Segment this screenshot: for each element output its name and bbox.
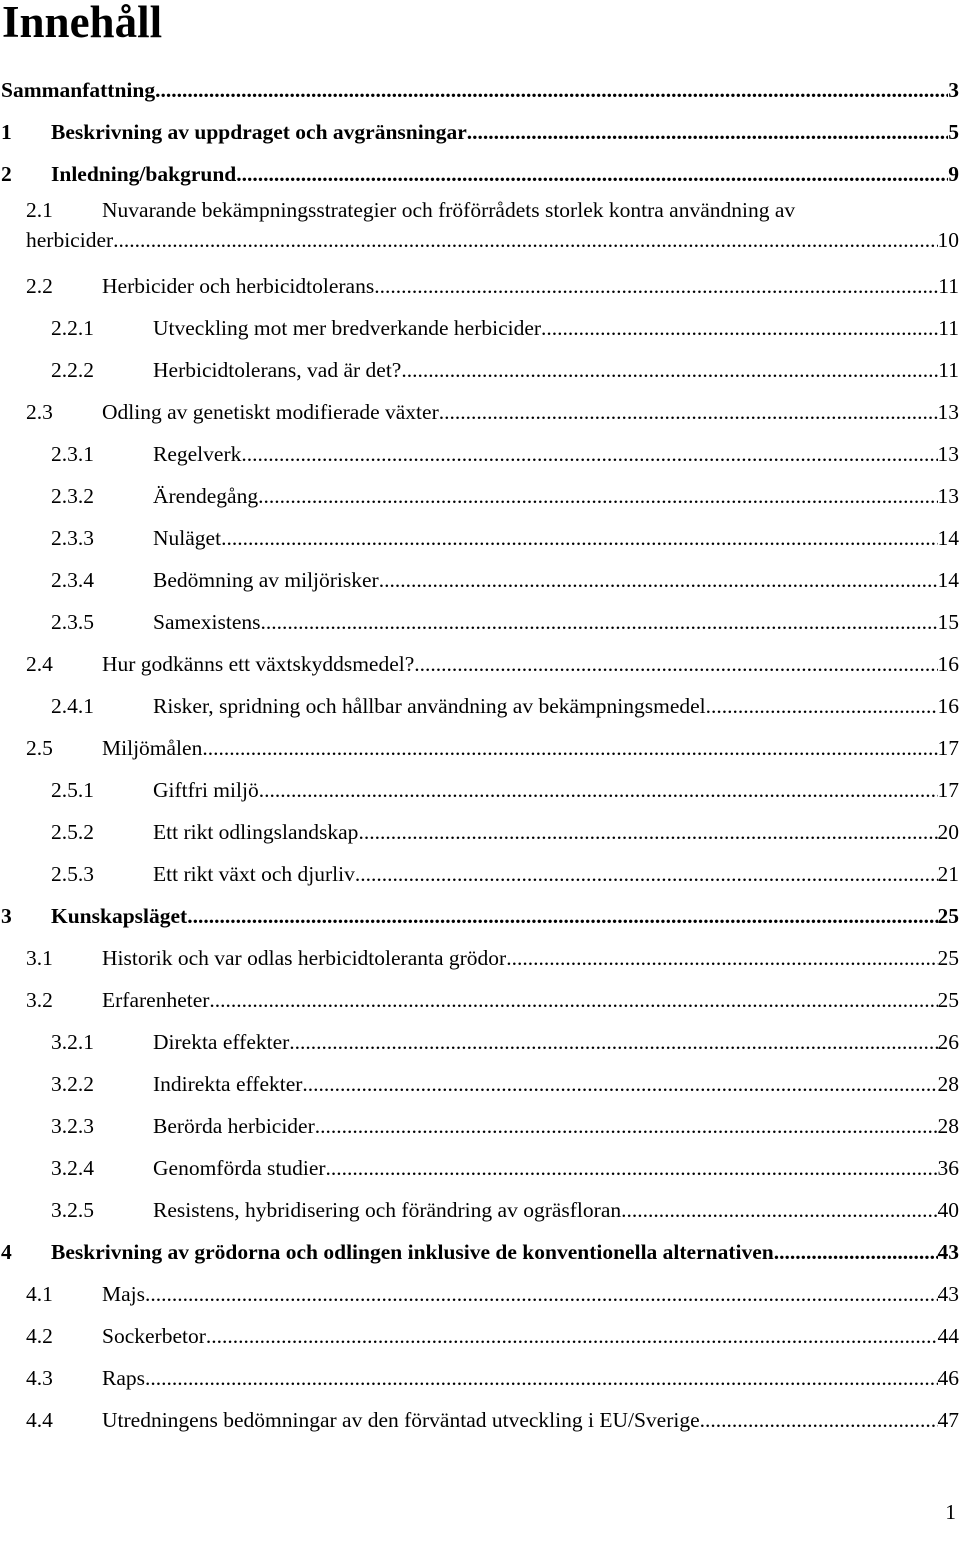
toc-entry-page: 3 [948,78,959,102]
dot-leader [113,225,937,255]
toc-entry-page: 10 [937,228,959,252]
dot-leader [209,979,937,1021]
toc-entry-page: 25 [937,946,959,970]
toc-entry-label: Odling av genetiskt modifierade växter [102,400,439,424]
toc-entry-label: Beskrivning av uppdraget och avgränsningar [51,120,467,144]
toc-entry-3-2-1[interactable] [0,1021,960,1063]
toc-entry-number: 3.2.2 [51,1072,94,1096]
dot-leader [326,1147,938,1189]
toc-entry-label: Herbicidtolerans, vad är det? [153,358,402,382]
toc-entry-label: Ett rikt odlingslandskap [153,820,359,844]
toc-entry-page: 25 [937,988,959,1012]
toc-entry-number: 4.2 [26,1324,53,1348]
toc-entry-label: Nuläget [153,526,222,550]
toc-entry-number: 4.1 [26,1282,53,1306]
page-title: Innehåll [2,0,163,47]
toc-entry-page: 36 [937,1156,959,1180]
toc-entry-label: Indirekta effekter [153,1072,303,1096]
dot-leader [155,69,948,111]
toc-entry-page: 43 [937,1240,959,1264]
toc-entry-label: Nuvarande bekämpningsstrategier och fröförrådets storlek kontra användning av [102,198,796,222]
toc-entry-4-3[interactable] [0,1357,960,1399]
dot-leader [355,853,938,895]
toc-entry-number: 2.2.2 [51,358,94,382]
toc-entry-3-2-2[interactable] [0,1063,960,1105]
toc-entry-number: 2.3.5 [51,610,94,634]
toc-entry-page: 13 [937,442,959,466]
toc-entry-number: 2.5 [26,736,53,760]
toc-entry-4-4[interactable] [0,1399,960,1441]
toc-entry-label: Direkta effekter [153,1030,290,1054]
toc-entry-4-2[interactable] [0,1315,960,1357]
toc-entry-3-2-4[interactable] [0,1147,960,1189]
toc-entry-number: 4.4 [26,1408,53,1432]
toc-entry-2-5[interactable] [0,727,960,769]
toc-entry-page: 14 [937,568,959,592]
toc-entry-3-2-3[interactable] [0,1105,960,1147]
toc-entry-page: 16 [937,694,959,718]
dot-leader [467,111,949,153]
dot-leader [700,1399,938,1441]
dot-leader [774,1231,938,1273]
toc-entry-number: 2.2.1 [51,316,94,340]
toc-entry-label: Inledning/bakgrund [51,162,237,186]
toc-entry-2-3-4[interactable] [0,559,960,601]
toc-entry-number: 2.3.2 [51,484,94,508]
toc-entry-2-5-3[interactable] [0,853,960,895]
dot-leader [206,1315,938,1357]
dot-leader [379,559,938,601]
dot-leader [145,1273,938,1315]
toc-entry-label: Ärendegång [153,484,259,508]
toc-entry-label: Historik och var odlas herbicidtoleranta grödor [102,946,507,970]
page-number: 1 [945,1500,956,1524]
toc-entry-number: 4.3 [26,1366,53,1390]
toc-entry-page: 43 [937,1282,959,1306]
toc-entry-label: Genomförda studier [153,1156,326,1180]
toc-entry-page: 26 [937,1030,959,1054]
dot-leader [506,937,937,979]
toc-entry-number: 2.3.1 [51,442,94,466]
toc-entry-label: Utredningens bedömningar av den förväntad utveckling i EU/Sverige [102,1408,700,1432]
toc-entry-number: 2.3.3 [51,526,94,550]
toc-entry-label: Ett rikt växt och djurliv [153,862,355,886]
dot-leader [621,1189,937,1231]
toc-entry-label: Majs [102,1282,145,1306]
toc-entry-page: 25 [937,904,959,928]
dot-leader [221,517,937,559]
toc-entry-page: 15 [937,610,959,634]
toc-entry-3-2-5[interactable] [0,1189,960,1231]
toc-entry-2-3-3[interactable] [0,517,960,559]
toc-entry-page: 28 [937,1114,959,1138]
dot-leader [259,769,938,811]
toc-entry-label: Miljömålen [102,736,203,760]
dot-leader [187,895,937,937]
toc-entry-2-2-1[interactable] [0,307,960,349]
toc-entry-number: 3 [1,904,12,928]
toc-entry-number: 3.2.3 [51,1114,94,1138]
toc-entry-label: Risker, spridning och hållbar användning av bekämpningsmedel [153,694,706,718]
toc-entry-page: 14 [937,526,959,550]
dot-leader [236,153,948,195]
toc-entry-label: Berörda herbicider [153,1114,315,1138]
toc-entry-4-1[interactable] [0,1273,960,1315]
toc-entry-page: 5 [948,120,959,144]
toc-entry-number: 2 [1,162,12,186]
toc-entry-number: 3.2.5 [51,1198,94,1222]
dot-leader [202,727,937,769]
toc-entry-2-2-2[interactable] [0,349,960,391]
toc-entry-2-1[interactable] [0,195,960,265]
toc-entry-2-5-2[interactable] [0,811,960,853]
toc-entry-label: Bedömning av miljörisker [153,568,379,592]
toc-entry-number: 2.5.1 [51,778,94,802]
dot-leader [258,475,937,517]
toc-entry-2-3[interactable] [0,391,960,433]
toc-entry-page: 28 [937,1072,959,1096]
toc-entry-number: 3.1 [26,946,53,970]
toc-entry-page: 11 [938,274,959,298]
toc-entry-2-4[interactable] [0,643,960,685]
toc-entry-sammanfattning[interactable] [0,69,960,111]
toc-entry-number: 2.5.3 [51,862,94,886]
toc-entry-number: 3.2 [26,988,53,1012]
toc-entry-number: 3.2.4 [51,1156,94,1180]
toc-entry-number: 2.1 [26,198,53,222]
toc-entry-page: 13 [937,400,959,424]
toc-entry-label: Regelverk [153,442,242,466]
toc-entry-page: 46 [937,1366,959,1390]
toc-entry-label: Raps [102,1366,145,1390]
toc-entry-page: 13 [937,484,959,508]
toc-entry-number: 2.3.4 [51,568,94,592]
toc-entry-number: 2.4.1 [51,694,94,718]
toc-entry-2-3-5[interactable] [0,601,960,643]
toc-entry-page: 40 [937,1198,959,1222]
toc-entry-1[interactable] [0,111,960,153]
toc-entry-page: 11 [938,358,959,382]
toc-entry-4[interactable] [0,1231,960,1273]
toc-entry-3-2[interactable] [0,979,960,1021]
dot-leader [241,433,937,475]
toc-entry-2[interactable] [0,153,960,195]
toc-entry-page: 44 [937,1324,959,1348]
toc-entry-number: 2.3 [26,400,53,424]
toc-entry-label: Resistens, hybridisering och förändring av ogräsfloran [153,1198,622,1222]
toc-entry-label: Kunskapsläget [51,904,188,928]
toc-entry-page: 17 [937,778,959,802]
toc-entry-number: 4 [1,1240,12,1264]
toc-entry-2-2[interactable] [0,265,960,307]
dot-leader [261,601,938,643]
toc-entry-label: Hur godkänns ett växtskyddsmedel? [102,652,415,676]
dot-leader [315,1105,938,1147]
dot-leader [414,643,937,685]
dot-leader [358,811,937,853]
dot-leader [439,391,938,433]
toc-entry-label: Beskrivning av grödorna och odlingen inklusive de konventionella alternativen [51,1240,774,1264]
dot-leader [302,1063,937,1105]
toc-entry-page: 47 [937,1408,959,1432]
toc-entry-3-1[interactable] [0,937,960,979]
toc-entry-label: Giftfri miljö [153,778,259,802]
toc-entry-page: 17 [937,736,959,760]
toc-entry-3[interactable] [0,895,960,937]
toc-entry-number: 1 [1,120,12,144]
toc-entry-2-3-1[interactable] [0,433,960,475]
dot-leader [145,1357,938,1399]
toc-entry-number: 2.4 [26,652,53,676]
toc-entry-page: 21 [937,862,959,886]
dot-leader [541,307,938,349]
toc-entry-label: Samexistens [153,610,261,634]
toc-entry-label: Sockerbetor [102,1324,206,1348]
toc-entry-2-3-2[interactable] [0,475,960,517]
toc-entry-2-5-1[interactable] [0,769,960,811]
dot-leader [374,265,938,307]
toc-entry-page: 11 [938,316,959,340]
toc-entry-label: Utveckling mot mer bredverkande herbicider [153,316,542,340]
toc-entry-number: 3.2.1 [51,1030,94,1054]
dot-leader [289,1021,937,1063]
toc-entry-page: 16 [937,652,959,676]
toc-entry-2-4-1[interactable] [0,685,960,727]
dot-leader [401,349,938,391]
toc-entry-label: Sammanfattning [1,78,156,102]
toc-entry-label: Herbicider och herbicidtolerans [102,274,375,298]
toc-entry-label-continued: herbicider [26,228,114,252]
toc-entry-label: Erfarenheter [102,988,210,1012]
toc-entry-number: 2.5.2 [51,820,94,844]
toc-entry-page: 9 [948,162,959,186]
toc-entry-number: 2.2 [26,274,53,298]
toc-entry-page: 20 [937,820,959,844]
dot-leader [706,685,938,727]
table-of-contents [0,69,960,1441]
